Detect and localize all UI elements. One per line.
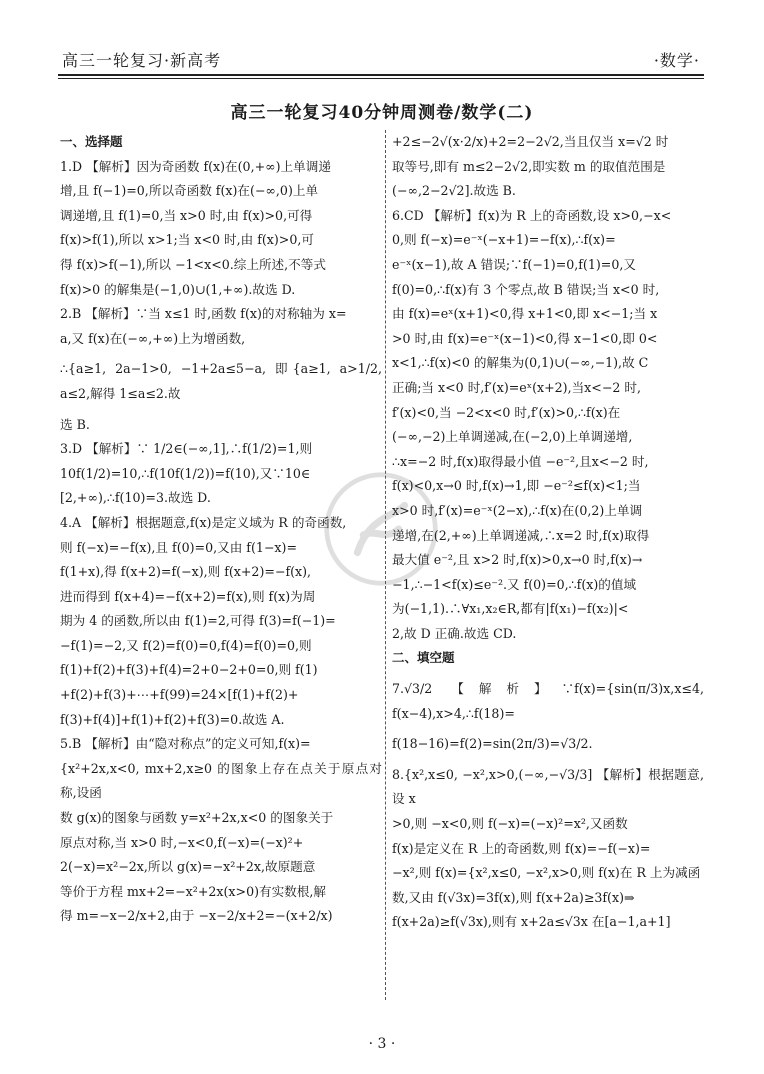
text-line: 4.A 【解析】根据题意,f(x)是定义域为 R 的奇函数, — [60, 514, 347, 530]
text-line: +2≤−2√(x·2/x)+2=2−2√2,当且仅当 x=√2 时 — [392, 134, 669, 149]
page-header — [58, 44, 704, 74]
page-number: · 3 · — [368, 1036, 396, 1052]
text-line: >0,则 −x<0,则 f(−x)=(−x)²=x²,又函数 — [392, 816, 628, 832]
text-line: 增,且 f(−1)=0,所以奇函数 f(x)在(−∞,0)上单 — [60, 183, 319, 199]
text-line: f(0)=0,∴f(x)有 3 个零点,故 B 错误;当 x<0 时, — [392, 281, 660, 297]
text-line: 选 B. — [60, 416, 90, 432]
text-line: f(x)<0,x→0 时,f(x)→1,即 −e⁻²≤f(x)<1;当 — [392, 478, 641, 494]
text-line: f(18−16)=f(2)=sin(2π/3)=√3/2. — [392, 736, 593, 752]
text-line: 原点对称,当 x>0 时,−x<0,f(−x)=(−x)²+ — [60, 834, 304, 850]
text-line: 0,则 f(−x)=e⁻ˣ(−x+1)=−f(x),∴f(x)= — [392, 232, 616, 248]
text-line: −1,∴−1<f(x)≤e⁻².又 f(0)=0,∴f(x)的值域 — [392, 576, 637, 592]
text-line: f(x)>f(1),所以 x>1;当 x<0 时,由 f(x)>0,可 — [60, 232, 314, 248]
text-line: ∴x=−2 时,f(x)取得最小值 −e⁻²,且x<−2 时, — [392, 453, 649, 469]
text-line: x<1,∴f(x)<0 的解集为(0,1)∪(−∞,−1),故 C — [392, 355, 649, 371]
text-line: 7.√3/2 【解析】∵f(x)={sin(π/3)x,x≤4, f(x−4),x>4,∴f(18)= — [392, 681, 704, 721]
text-line: 得 m=−x−2/x+2,由于 −x−2/x+2=−(x+2/x) — [60, 908, 333, 924]
text-line: a,又 f(x)在(−∞,+∞)上为增函数, — [60, 330, 246, 346]
text-line: >0 时,由 f(x)=e⁻ˣ(x−1)<0,得 x−1<0,即 0< — [392, 330, 658, 346]
text-line: (−∞,−2)上单调递减,在(−2,0)上单调递增, — [392, 429, 633, 445]
text-line: 得 f(x)>f(−1),所以 −1<x<0.综上所述,不等式 — [60, 256, 326, 272]
text-line: {x²+2x,x<0, mx+2,x≥0 的图象上存在点关于原点对称,设函 — [60, 760, 382, 801]
text-line: −f(1)=−2,又 f(2)=f(0)=0,f(4)=f(0)=0,则 — [60, 637, 312, 653]
text-line: 进而得到 f(x+4)=−f(x+2)=f(x),则 f(x)为周 — [60, 588, 316, 604]
text-line: 最大值 e⁻²,且 x>2 时,f(x)>0,x→0 时,f(x)→ — [392, 552, 643, 568]
text-line: 5.B 【解析】由“隐对称点”的定义可知,f(x)= — [60, 736, 311, 752]
text-line: 数 g(x)的图象与函数 y=x²+2x,x<0 的图象关于 — [60, 810, 334, 826]
text-line: −x²,则 f(x)={x²,x≤0, −x²,x>0,则 f(x)在 R 上为减函 — [392, 865, 701, 881]
watermark-logo — [322, 470, 440, 588]
text-line: f(x)是定义在 R 上的奇函数,则 f(x)=−f(−x)= — [392, 840, 651, 856]
text-line: 10f(1/2)=10,∴f(10f(1/2))=f(10),又∵10∈ — [60, 465, 311, 481]
text-line: 调递增,且 f(1)=0,当 x>0 时,由 f(x)>0,可得 — [60, 207, 313, 223]
text-line: ∴{a≥1, 2a−1>0, −1+2a≤5−a, 即{a≥1, a>1/2, a≤2,解得 1≤a≤2.故 — [60, 361, 382, 401]
text-line: 数,又由 f(√3x)=3f(x),则 f(x+2a)≥3f(x)⇒ — [392, 889, 635, 905]
text-line: f(3)+f(4)]+f(1)+f(2)+f(3)=0.故选 A. — [60, 711, 285, 727]
page-title: 高三一轮复习40分钟周测卷/数学(二) — [230, 103, 534, 123]
text-line: 由 f(x)=eˣ(x+1)<0,得 x+1<0,即 x<−1;当 x — [392, 306, 658, 322]
header-left: 高三一轮复习·新高考 — [62, 51, 222, 70]
text-line: 2(−x)=x²−2x,所以 g(x)=−x²+2x,故原题意 — [60, 859, 316, 875]
text-line: e⁻ˣ(x−1),故 A 错误;∵f(−1)=0,f(1)=0,又 — [392, 256, 636, 272]
text-line: 3.D 【解析】∵ 1/2∈(−∞,1],∴f(1/2)=1,则 — [60, 441, 313, 457]
text-line: f(1+x),得 f(x+2)=f(−x),则 f(x+2)=−f(x), — [60, 564, 312, 580]
text-line: 正确;当 x<0 时,f′(x)=eˣ(x+2),当x<−2 时, — [392, 379, 641, 395]
text-line: 1.D 【解析】因为奇函数 f(x)在(0,+∞)上单调递 — [60, 158, 331, 174]
header-rule-thin — [58, 78, 704, 79]
text-line: x>0 时,f′(x)=e⁻ˣ(2−x),∴f(x)在(0,2)上单调 — [392, 502, 643, 518]
section-heading: 一、选择题 — [60, 134, 123, 149]
text-line: 期为 4 的函数,所以由 f(1)=2,可得 f(3)=f(−1)= — [60, 613, 336, 629]
text-line: f(1)+f(2)+f(3)+f(4)=2+0−2+0=0,则 f(1) — [60, 662, 318, 678]
text-line: [2,+∞),∴f(10)=3.故选 D. — [60, 490, 211, 506]
text-line: f(x)>0 的解集是(−1,0)∪(1,+∞).故选 D. — [60, 281, 296, 297]
text-line: 2,故 D 正确.故选 CD. — [392, 625, 517, 641]
section-heading: 二、填空题 — [392, 650, 455, 666]
text-line: 等价于方程 mx+2=−x²+2x(x>0)有实数根,解 — [60, 883, 326, 899]
text-line: 取等号,即有 m≤2−2√2,即实数 m 的取值范围是 — [392, 158, 666, 174]
text-line: 2.B 【解析】∵当 x≤1 时,函数 f(x)的对称轴为 x= — [60, 306, 347, 322]
header-right: ·数学· — [653, 51, 700, 70]
header-rule-thick — [58, 74, 704, 76]
text-line: 则 f(−x)=−f(x),且 f(0)=0,又由 f(1−x)= — [60, 539, 297, 555]
text-line: f(x+2a)≥f(√3x),则有 x+2a≤√3x 在[a−1,a+1] — [392, 914, 671, 930]
text-line: 为(−1,1).∴∀x₁,x₂∈R,都有|f(x₁)−f(x₂)|< — [392, 601, 629, 617]
text-line: 6.CD 【解析】f(x)为 R 上的奇函数,设 x>0,−x< — [392, 207, 672, 223]
text-line: 8.{x²,x≤0, −x²,x>0,(−∞,−√3/3] 【解析】根据题意,设 x — [392, 766, 704, 807]
text-line: (−∞,2−2√2].故选 B. — [392, 183, 516, 199]
text-line: 递增,在(2,+∞)上单调递减,∴x=2 时,f(x)取得 — [392, 527, 650, 543]
text-line: f′(x)<0,当 −2<x<0 时,f′(x)>0,∴f(x)在 — [392, 404, 621, 420]
text-line: +f(2)+f(3)+⋯+f(99)=24×[f(1)+f(2)+ — [60, 687, 299, 703]
